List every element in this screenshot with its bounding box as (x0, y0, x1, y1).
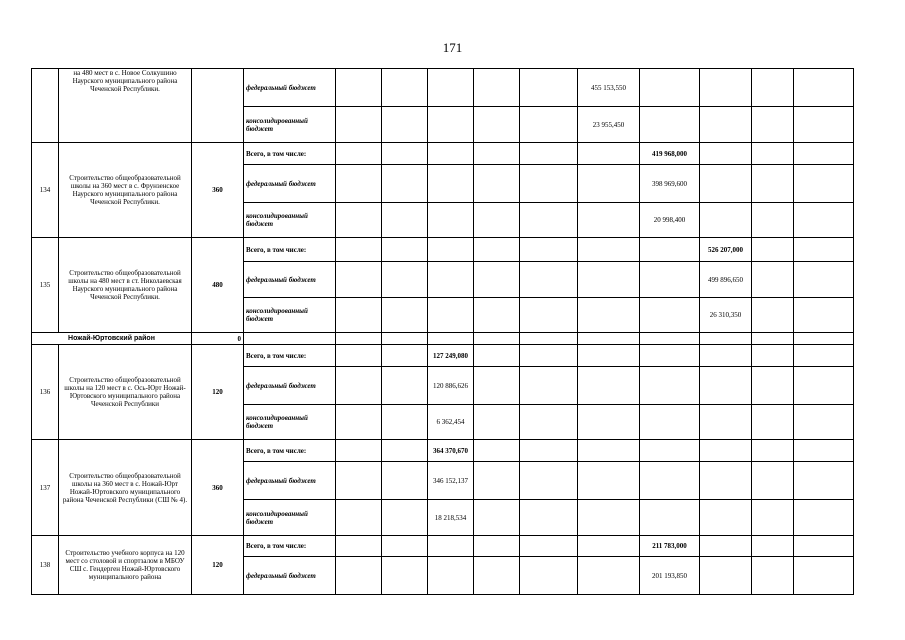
total-label: Всего, в том числе: (244, 238, 336, 262)
object-name: Строительство общеобразовательной школы на 360 мест в с. Ножай-Юрт Ножай-Юртовского муниципального района Чеченской Республики (СШ № 4). (59, 440, 192, 536)
consolidated-value: 23 955,450 (578, 107, 640, 143)
row-number: 136 (32, 345, 59, 440)
object-name: Строительство учебного корпуса на 120 мест со столовой и спортзалом в МБОУ СШ с. Гендерген Ножай-Юртовского муниципального района (59, 536, 192, 595)
total-label: Всего, в том числе: (244, 536, 336, 557)
capacity-cell: 360 (192, 143, 244, 238)
total-value: 419 968,000 (640, 143, 700, 165)
object-name: на 480 мест в с. Новое Солкушино Наурского муниципального района Чеченской Республики. (59, 69, 192, 143)
object-name: Строительство общеобразовательной школы на 480 мест в ст. Николаевская Наурского муниципального района Чеченской Республики. (59, 238, 192, 333)
object-name: Строительство общеобразовательной школы на 360 мест в с. Фрунзенское Наурского муниципального района Чеченской Республики. (59, 143, 192, 238)
district-capacity: 0 (192, 333, 244, 345)
consolidated-value: 18 218,534 (428, 500, 474, 536)
page-number: 171 (442, 40, 463, 55)
federal-value: 499 896,650 (700, 262, 752, 298)
total-value: 127 249,080 (428, 345, 474, 367)
consolidated-value: 6 362,454 (428, 405, 474, 440)
row-number: 137 (32, 440, 59, 536)
row-number (32, 69, 59, 143)
federal-budget-label: федеральный бюджет (244, 557, 336, 595)
federal-budget-label: федеральный бюджет (244, 165, 336, 203)
total-value: 211 783,000 (640, 536, 700, 557)
district-name: Ножай-Юртовский район (32, 333, 192, 345)
capacity-cell (192, 69, 244, 143)
consolidated-budget-label: консолидированный бюджет (244, 405, 336, 440)
consolidated-value: 26 310,350 (700, 298, 752, 333)
consolidated-budget-label: консолидированный бюджет (244, 298, 336, 333)
federal-value: 346 152,137 (428, 462, 474, 500)
consolidated-budget-label: консолидированный бюджет (244, 203, 336, 238)
row-number: 134 (32, 143, 59, 238)
consolidated-budget-label: консолидированный бюджет (244, 107, 336, 143)
object-name: Строительство общеобразовательной школы на 120 мест в с. Ось-Юрт Ножай-Юртовского муниципального района Чеченской Республики (59, 345, 192, 440)
capacity-cell: 120 (192, 536, 244, 595)
federal-value: 201 193,850 (640, 557, 700, 595)
federal-budget-label: федеральный бюджет (244, 69, 336, 107)
federal-value: 398 969,600 (640, 165, 700, 203)
federal-budget-label: федеральный бюджет (244, 367, 336, 405)
total-value: 526 207,000 (700, 238, 752, 262)
federal-value: 120 886,626 (428, 367, 474, 405)
table-row (32, 536, 854, 557)
district-row (32, 333, 854, 345)
budget-table (31, 68, 854, 595)
federal-budget-label: федеральный бюджет (244, 462, 336, 500)
row-number: 138 (32, 536, 59, 595)
table-row (32, 345, 854, 367)
consolidated-value: 20 998,400 (640, 203, 700, 238)
table-row (32, 69, 854, 107)
federal-value: 455 153,550 (578, 69, 640, 107)
total-value: 364 370,670 (428, 440, 474, 462)
consolidated-budget-label: консолидированный бюджет (244, 500, 336, 536)
total-label: Всего, в том числе: (244, 440, 336, 462)
capacity-cell: 360 (192, 440, 244, 536)
table-row (32, 238, 854, 262)
capacity-cell: 480 (192, 238, 244, 333)
table-row (32, 143, 854, 165)
federal-budget-label: федеральный бюджет (244, 262, 336, 298)
total-label: Всего, в том числе: (244, 143, 336, 165)
capacity-cell: 120 (192, 345, 244, 440)
total-label: Всего, в том числе: (244, 345, 336, 367)
row-number: 135 (32, 238, 59, 333)
table-row (32, 440, 854, 462)
